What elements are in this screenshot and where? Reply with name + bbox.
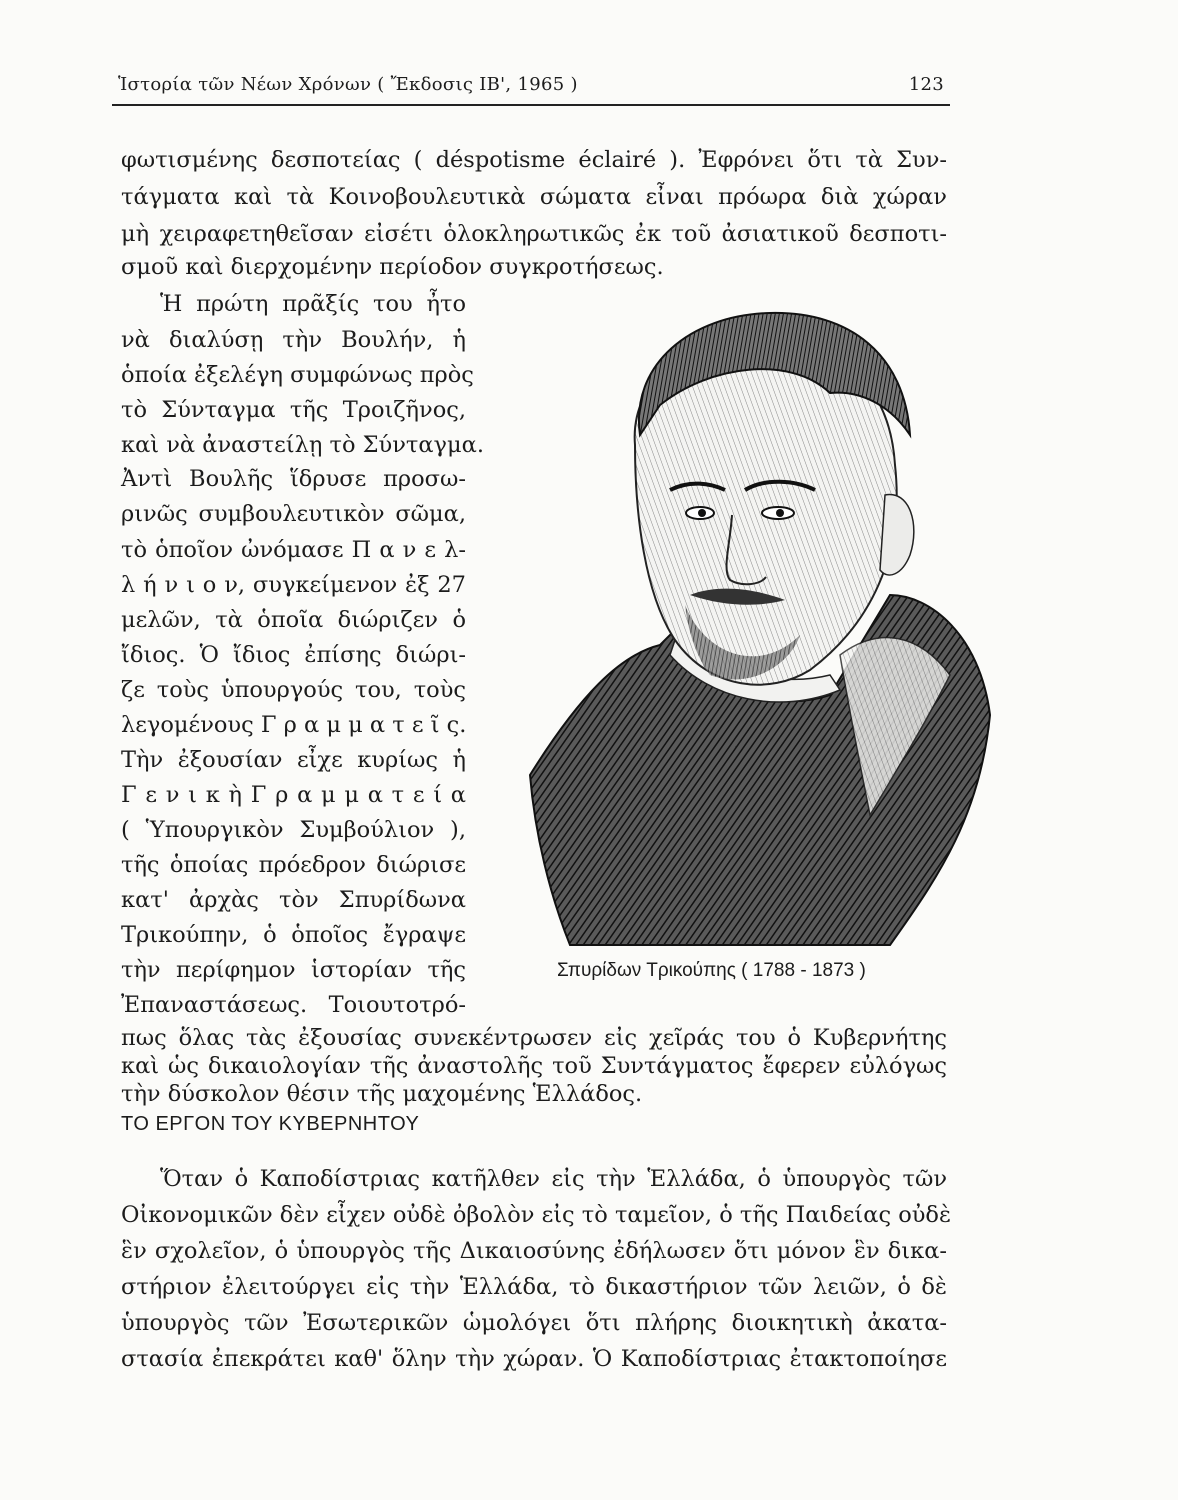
text-line: τῆς ὁποίας πρόεδρον διώρισε	[121, 852, 466, 878]
text-line: ρινῶς συμβουλευτικὸν σῶμα,	[121, 501, 466, 527]
text-line: Ἡ πρώτη πρᾶξίς του ἦτο	[160, 291, 466, 317]
text-line: ἓν σχολεῖον, ὁ ὑπουργὸς τῆς Δικαιοσύνης ἐδήλωσεν ὅτι μόνον ἓν δικα-	[121, 1238, 947, 1264]
text-line: Ἐπαναστάσεως. Τοιουτοτρό-	[121, 992, 466, 1018]
text-line: ἴδιος. Ὁ ἴδιος ἐπίσης διώρι-	[121, 642, 466, 668]
text-line: λεγομένους Γ ρ α μ μ α τ ε ῖ ς.	[121, 712, 467, 738]
text-line: Τὴν ἐξουσίαν εἶχε κυρίως ἡ	[121, 747, 466, 773]
text-line: νὰ διαλύσῃ τὴν Βουλήν, ἡ	[121, 327, 466, 353]
text-line: Οἰκονομικῶν δὲν εἶχεν οὐδὲ ὀβολὸν εἰς τὸ ταμεῖον, ὁ τῆς Παιδείας οὐδὲ	[121, 1202, 952, 1228]
page-number: 123	[908, 74, 944, 95]
text-line: καὶ νὰ ἀναστείλῃ τὸ Σύνταγμα.	[121, 432, 484, 458]
text-line: ζε τοὺς ὑπουργούς του, τοὺς	[121, 677, 466, 703]
portrait-caption: Σπυρίδων Τρικούπης ( 1788 - 1873 )	[557, 960, 866, 981]
text-line: τὸ Σύνταγμα τῆς Τροιζῆνος,	[121, 397, 466, 423]
text-line: ὁποία ἐξελέγη συμφώνως πρὸς	[121, 362, 474, 388]
text-line: Ἀντὶ Βουλῆς ἵδρυσε προσω-	[121, 466, 466, 492]
text-line: κατ' ἀρχὰς τὸν Σπυρίδωνα	[121, 887, 466, 913]
text-line: μὴ χειραφετηθεῖσαν εἰσέτι ὁλοκληρωτικῶς ἐκ τοῦ ἀσιατικοῦ δεσποτι-	[121, 221, 947, 247]
running-head	[118, 74, 944, 102]
text-line: τάγματα καὶ τὰ Κοινοβουλευτικὰ σώματα εἶναι πρόωρα διὰ χώραν	[121, 184, 947, 210]
text-line: Γ ε ν ι κ ὴ Γ ρ α μ μ α τ ε ί α	[121, 782, 466, 808]
text-line: τὸ ὁποῖον ὠνόμασε Π α ν ε λ-	[121, 537, 466, 563]
ear-shape	[880, 495, 914, 575]
text-line: Ὅταν ὁ Καποδίστριας κατῆλθεν εἰς τὴν Ἑλλάδα, ὁ ὑπουργὸς τῶν	[160, 1166, 947, 1192]
text-line: ( Ὑπουργικὸν Συμβούλιον ),	[121, 817, 466, 843]
header-rule	[112, 104, 950, 106]
text-line: σμοῦ καὶ διερχομένην περίοδον συγκροτήσεως.	[121, 254, 664, 280]
text-line: τὴν δύσκολον θέσιν τῆς μαχομένης Ἑλλάδος.	[121, 1081, 643, 1107]
text-line: Τρικούπην, ὁ ὁποῖος ἔγραψε	[121, 922, 466, 948]
text-line: στασία ἐπεκράτει καθ' ὅλην τὴν χώραν. Ὁ Καποδίστριας ἐτακτοποίησε	[121, 1346, 947, 1372]
text-line: στήριον ἐλειτούργει εἰς τὴν Ἑλλάδα, τὸ δικαστήριον τῶν λειῶν, ὁ δὲ	[121, 1274, 947, 1300]
section-heading: ΤΟ ΕΡΓΟΝ ΤΟΥ ΚΥΒΕΡΝΗΤΟΥ	[121, 1113, 420, 1135]
text-line: φωτισμένης δεσποτείας ( déspotisme éclairé ). Ἐφρόνει ὅτι τὰ Συν-	[121, 147, 947, 173]
text-line: μελῶν, τὰ ὁποῖα διώριζεν ὁ	[121, 607, 466, 633]
text-line: καὶ ὡς δικαιολογίαν τῆς ἀναστολῆς τοῦ Συντάγματος ἔφερεν εὐλόγως	[121, 1053, 947, 1079]
text-line: ὑπουργὸς τῶν Ἐσωτερικῶν ὡμολόγει ὅτι πλήρης διοικητικὴ ἀκατα-	[121, 1310, 947, 1336]
text-line: λ ή ν ι ο ν, συγκείμενον ἐξ 27	[121, 572, 466, 598]
portrait-engraving	[510, 295, 1000, 955]
text-line: τὴν περίφημον ἱστορίαν τῆς	[121, 957, 466, 983]
text-line: πως ὅλας τὰς ἐξουσίας συνεκέντρωσεν εἰς χεῖράς του ὁ Κυβερνήτης	[121, 1025, 947, 1051]
running-head-title: Ἱστορία τῶν Νέων Χρόνων ( Ἔκδοσις ΙΒ', 1965 )	[118, 74, 578, 95]
